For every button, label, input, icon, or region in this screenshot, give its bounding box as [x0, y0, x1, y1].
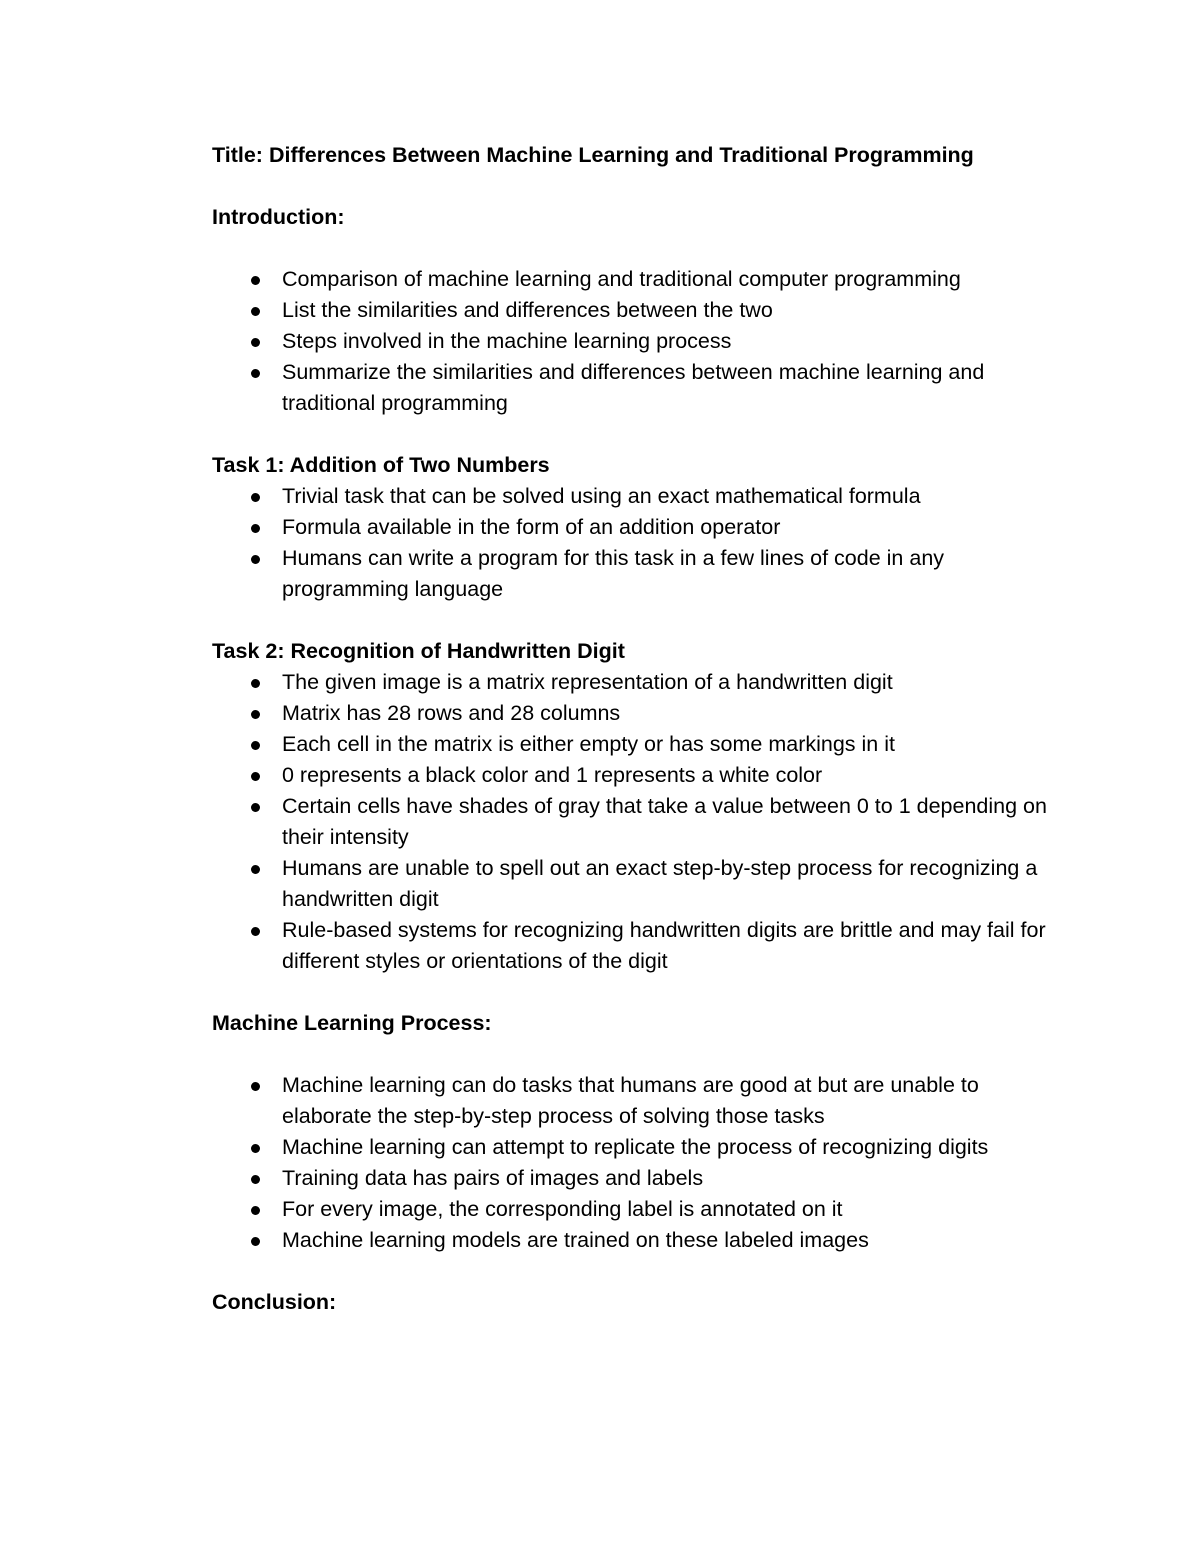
list-item: Summarize the similarities and differences between machine learning and traditional programming: [212, 357, 1072, 419]
task2-heading: Task 2: Recognition of Handwritten Digit: [212, 639, 625, 663]
list-item: Formula available in the form of an addition operator: [212, 512, 1072, 543]
bullet-icon: [251, 338, 260, 347]
introduction-heading: Introduction:: [212, 205, 345, 229]
task2-list: [212, 667, 1072, 977]
list-item: Steps involved in the machine learning process: [212, 326, 1072, 357]
bullet-icon: [251, 927, 260, 936]
list-item: List the similarities and differences between the two: [212, 295, 1072, 326]
list-item: Trivial task that can be solved using an exact mathematical formula: [212, 481, 1072, 512]
ml-process-list: [212, 1070, 1072, 1256]
bullet-icon: [251, 1144, 260, 1153]
bullet-icon: [251, 1082, 260, 1091]
bullet-icon: [251, 493, 260, 502]
document-body: [212, 140, 1072, 1318]
list-item: Training data has pairs of images and labels: [212, 1163, 1072, 1194]
list-item: Matrix has 28 rows and 28 columns: [212, 698, 1072, 729]
list-item: Machine learning can attempt to replicate the process of recognizing digits: [212, 1132, 1072, 1163]
bullet-icon: [251, 865, 260, 874]
task1-list: [212, 481, 1072, 605]
bullet-icon: [251, 276, 260, 285]
bullet-icon: [251, 1206, 260, 1215]
bullet-icon: [251, 679, 260, 688]
list-item: For every image, the corresponding label is annotated on it: [212, 1194, 1072, 1225]
bullet-icon: [251, 741, 260, 750]
list-item: Machine learning can do tasks that humans are good at but are unable to elaborate the step-by-step process of solving those tasks: [212, 1070, 1072, 1132]
bullet-icon: [251, 524, 260, 533]
bullet-icon: [251, 710, 260, 719]
bullet-icon: [251, 369, 260, 378]
conclusion-heading: Conclusion:: [212, 1290, 337, 1314]
list-item: Humans are unable to spell out an exact step-by-step process for recognizing a handwritten digit: [212, 853, 1072, 915]
bullet-icon: [251, 1237, 260, 1246]
list-item: Comparison of machine learning and traditional computer programming: [212, 264, 1072, 295]
list-item: Humans can write a program for this task in a few lines of code in any programming language: [212, 543, 1072, 605]
list-item: Rule-based systems for recognizing handwritten digits are brittle and may fail for different styles or orientations of the digit: [212, 915, 1072, 977]
list-item: 0 represents a black color and 1 represents a white color: [212, 760, 1072, 791]
list-item: Machine learning models are trained on these labeled images: [212, 1225, 1072, 1256]
bullet-icon: [251, 307, 260, 316]
list-item: The given image is a matrix representation of a handwritten digit: [212, 667, 1072, 698]
bullet-icon: [251, 803, 260, 812]
ml-process-heading: Machine Learning Process:: [212, 1011, 492, 1035]
task1-heading: Task 1: Addition of Two Numbers: [212, 453, 550, 477]
bullet-icon: [251, 772, 260, 781]
bullet-icon: [251, 1175, 260, 1184]
bullet-icon: [251, 555, 260, 564]
list-item: Certain cells have shades of gray that take a value between 0 to 1 depending on their intensity: [212, 791, 1072, 853]
list-item: Each cell in the matrix is either empty or has some markings in it: [212, 729, 1072, 760]
document-title: Title: Differences Between Machine Learning and Traditional Programming: [212, 143, 974, 167]
introduction-list: [212, 264, 1072, 419]
